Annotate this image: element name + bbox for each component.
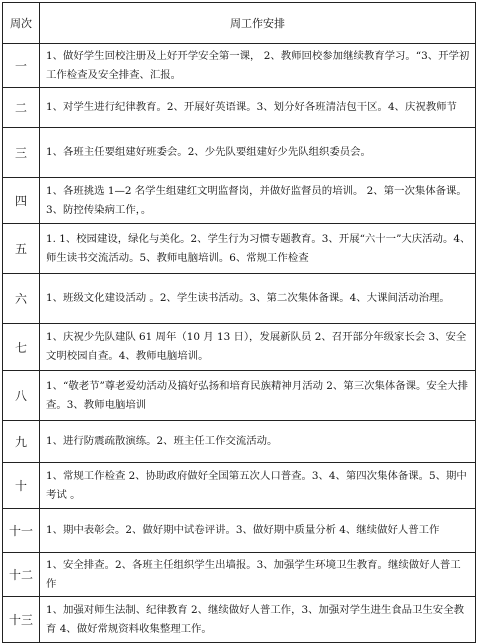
table-row	[3, 128, 476, 178]
week-number: 六	[3, 274, 40, 324]
week-plan: 1. 1、校园建设，绿化与美化。2、学生行为习惯专题教育。3、开展“六十一”大庆活动。4、师生读书交流活动。5、教师电脑培训。6、常规工作检查	[40, 224, 476, 274]
week-plan: 1、班级文化建设活动 。2、学生读书活动。3、第二次集体备课。4、大课间活动治理。	[40, 274, 476, 324]
week-plan: 1、常规工作检查 2、协助政府做好全国第五次人口普查。3、4、第四次集体备课。5、期中考试 。	[40, 463, 476, 509]
week-number: 三	[3, 128, 40, 178]
table-row	[3, 224, 476, 274]
plan-column-header: 周工作安排	[40, 3, 476, 44]
week-plan: 1、进行防震疏散演练。2、班主任工作交流活动。	[40, 421, 476, 463]
week-number: 七	[3, 324, 40, 371]
week-number: 一	[3, 44, 40, 88]
table-row	[3, 597, 476, 643]
week-number: 十一	[3, 509, 40, 553]
table-row	[3, 178, 476, 224]
week-number: 四	[3, 178, 40, 224]
table-row	[3, 463, 476, 509]
table-row	[3, 509, 476, 553]
week-plan: 1、期中表彰会。2、做好期中试卷评讲。3、做好期中质量分析 4、继续做好人普工作	[40, 509, 476, 553]
week-number: 十	[3, 463, 40, 509]
week-plan: 1、安全排查。2、各班主任组织学生出墙报。3、加强学生环境卫生教育。继续做好人普工作	[40, 553, 476, 597]
table-row	[3, 371, 476, 421]
table-row	[3, 44, 476, 88]
week-number: 九	[3, 421, 40, 463]
week-plan: 1、各班主任要组建好班委会。2、少先队要组建好少先队组织委员会。	[40, 128, 476, 178]
week-number: 十三	[3, 597, 40, 643]
week-number: 八	[3, 371, 40, 421]
week-number: 五	[3, 224, 40, 274]
table-row	[3, 553, 476, 597]
table-row	[3, 88, 476, 128]
table-header-row	[3, 3, 476, 44]
table-row	[3, 324, 476, 371]
week-number: 二	[3, 88, 40, 128]
week-plan: 1、对学生进行纪律教育。2、开展好英语课。3、划分好各班清洁包干区。4、庆祝教师节	[40, 88, 476, 128]
weekly-schedule-table	[2, 2, 476, 643]
table-row	[3, 421, 476, 463]
week-plan: 1、做好学生回校注册及上好开学安全第一课， 2、教师回校参加继续教育学习。“3、开学初工作检查及安全排查、汇报。	[40, 44, 476, 88]
week-plan: 1、“敬老节”尊老爱幼活动及搞好弘扬和培育民族精神月活动 2、第三次集体备课。安全大排查。3、教师电脑培训	[40, 371, 476, 421]
table-row	[3, 274, 476, 324]
week-plan: 1、加强对师生法制、纪律教育 2、继续做好人普工作，3、加强对学生进生食品卫生安全教育 4、做好常规资料收集整理工作。	[40, 597, 476, 643]
week-number: 十二	[3, 553, 40, 597]
week-plan: 1、各班挑选 1—2 名学生组建红文明监督岗，并做好监督员的培训。 2、第一次集体备课。3、防控传染病工作，。	[40, 178, 476, 224]
week-column-header: 周次	[3, 3, 40, 44]
week-plan: 1、庆祝少先队建队 61 周年（10 月 13 日），发展新队员 2、召开部分年级家长会 3、安全文明校园自查。4、教师电脑培训。	[40, 324, 476, 371]
